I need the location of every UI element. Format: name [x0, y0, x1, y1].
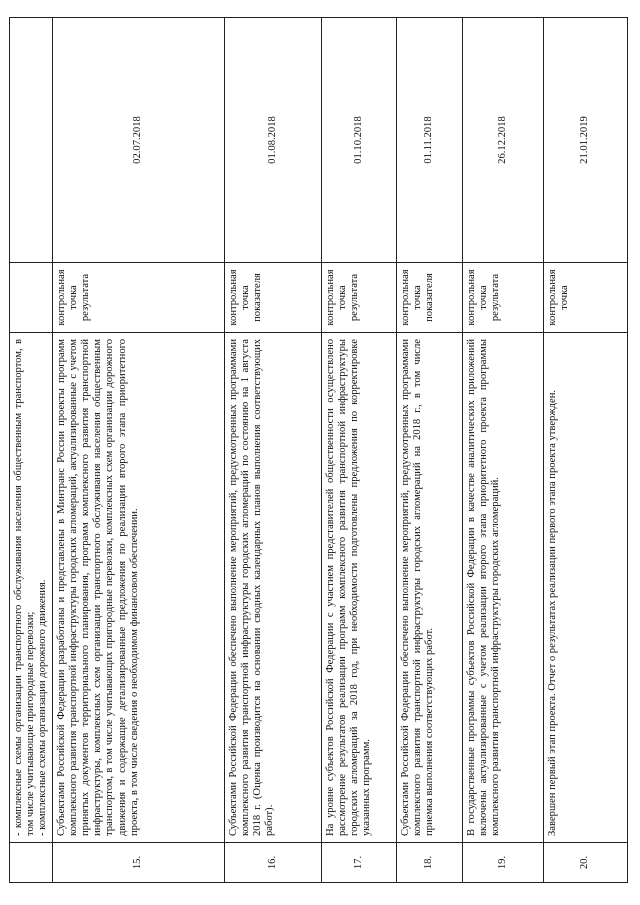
milestone-description — [10, 333, 53, 843]
milestone-type: контрольная точка результата — [321, 263, 396, 333]
milestone-description — [321, 333, 396, 843]
rotated-page — [9, 18, 621, 883]
row-number — [10, 843, 53, 883]
milestone-description — [52, 333, 224, 843]
milestone-date: 21.01.2019 — [543, 18, 627, 263]
table-row — [52, 18, 224, 883]
row-number: 17. — [321, 843, 396, 883]
milestone-type: контрольная точка результата — [52, 263, 224, 333]
table-row — [10, 18, 53, 883]
row-number: 15. — [52, 843, 224, 883]
description-paragraph: Субъектами Российской Федерации обеспечено выполнение мероприятий, предусмотренных программами комплексного развития транспортной инфраструктуры городских агломераций на 2018 г., в том числе приемка выполнения соответствующих работ. — [399, 339, 436, 836]
table-row — [321, 18, 396, 883]
milestone-date: 01.10.2018 — [321, 18, 396, 263]
milestones-table-body — [10, 18, 628, 883]
milestone-date: 26.12.2018 — [462, 18, 543, 263]
milestone-date: 02.07.2018 — [52, 18, 224, 263]
description-paragraph: В государственные программы субъектов Российской Федерации в качестве аналитических приложений включены актуализированные с учетом реализации второго этапа приоритетного проекта программы комплексного развития транспортной инфраструктуры городских агломераций. — [465, 339, 502, 836]
table-row — [396, 18, 462, 883]
milestone-type: контрольная точка показателя — [396, 263, 462, 333]
table-row — [543, 18, 627, 883]
milestone-date: 01.11.2018 — [396, 18, 462, 263]
table-row — [462, 18, 543, 883]
description-paragraph: На уровне субъектов Российской Федерации с участием представителей общественности осуществлено рассмотрение результатов реализации программ комплексного развития транспортной инфраструктуры городских агломераций за 2018 год, при необходимости подготовлены предложения по корректировке указанных программ. — [324, 339, 373, 836]
milestones-table — [9, 17, 628, 883]
table-row — [224, 18, 321, 883]
milestone-description — [224, 333, 321, 843]
description-paragraph: Субъектами Российской Федерации разработаны и представлены в Минтранс России проекты программ комплексного развития транспортной инфраструктуры городских агломераций, актуализированные с учетом принятых документов территориального планирования, программ комплексного развития транспортной инфраструктуры, комплексных схем организации транспортного обслуживания населения общественным транспортом, в том числе учитывающих пригородные перевозки, комплексных схем организации дорожного движения и содержащие детализированные предложения по реализации второго этапа приоритетного проекта, в том числе сведения о необходимом финансовом обеспечении. — [55, 339, 140, 836]
milestone-date — [10, 18, 53, 263]
milestone-description — [543, 333, 627, 843]
row-number: 16. — [224, 843, 321, 883]
milestone-type: контрольная точка результата — [462, 263, 543, 333]
description-paragraph: Завершен первый этап проекта. Отчет о результатах реализации первого этапа проекта утвержден. — [546, 389, 558, 836]
description-paragraph: - комплексные схемы организации транспортного обслуживания населения общественным транспортом, в том числе учитывающие пригородные перевозки; — [13, 339, 37, 836]
milestone-type — [10, 263, 53, 333]
row-number: 19. — [462, 843, 543, 883]
description-paragraph: - комплексные схемы организации дорожного движения. — [37, 579, 49, 836]
milestone-type: контрольная точка показателя — [224, 263, 321, 333]
milestone-description — [462, 333, 543, 843]
milestone-description — [396, 333, 462, 843]
row-number: 20. — [543, 843, 627, 883]
row-number: 18. — [396, 843, 462, 883]
description-paragraph: Субъектами Российской Федерации обеспечено выполнение мероприятий, предусмотренных программами комплексного развития транспортной инфраструктуры городских агломераций по состоянию на 1 августа 2018 г. (Оценка производится на основании сводных календарных планов выполнения соответствующих работ). — [227, 339, 276, 836]
milestone-type: контрольная точка — [543, 263, 627, 333]
milestone-date: 01.08.2018 — [224, 18, 321, 263]
